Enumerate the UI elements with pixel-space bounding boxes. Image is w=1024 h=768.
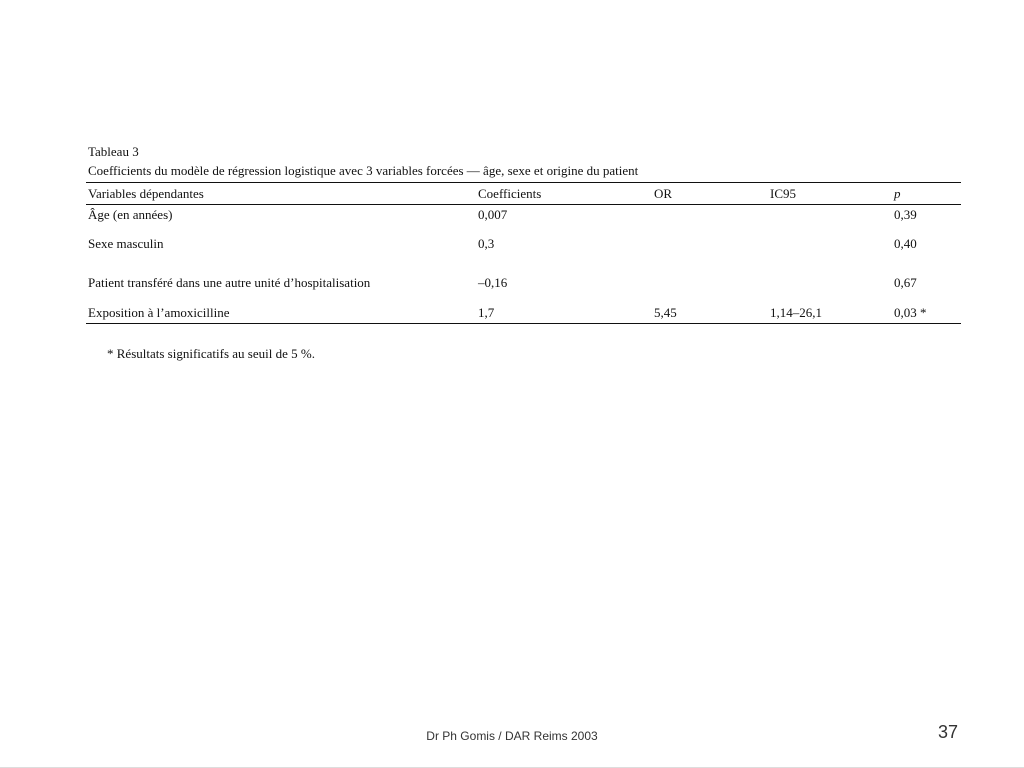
table-row (86, 263, 961, 302)
header-ic95: IC95 (770, 185, 796, 201)
header-variables: Variables dépendantes (88, 185, 204, 201)
table-row (86, 224, 961, 263)
cell-coefficient: 1,7 (478, 304, 495, 320)
cell-coefficient: 0,3 (478, 235, 495, 251)
slide-number: 37 (937, 722, 958, 742)
cell-ic95 (768, 224, 892, 263)
cell-or (652, 263, 768, 302)
header-p: p (894, 185, 901, 201)
table-caption (88, 142, 638, 180)
table-title: Coefficients du modèle de régression logistique avec 3 variables forcées — âge, sexe et origine du patient (88, 163, 639, 178)
cell-or (652, 224, 768, 263)
cell-or: 5,45 (654, 304, 677, 320)
cell-ic95 (768, 263, 892, 302)
cell-p: 0,67 (894, 274, 917, 290)
cell-variable: Exposition à l’amoxicilline (88, 304, 230, 320)
cell-p: 0,03 * (894, 304, 927, 320)
cell-ic95: 1,14–26,1 (770, 304, 822, 320)
table-footnote: * Résultats significatifs au seuil de 5 %. (107, 346, 315, 361)
regression-table (86, 182, 961, 324)
cell-or (652, 205, 768, 225)
cell-ic95 (768, 205, 892, 225)
cell-variable: Âge (en années) (88, 206, 173, 222)
cell-variable: Sexe masculin (88, 235, 164, 251)
cell-variable: Patient transféré dans une autre unité d’hospitalisation (88, 274, 371, 290)
header-row (86, 183, 961, 205)
header-coefficients: Coefficients (478, 185, 542, 201)
header-or: OR (654, 185, 673, 201)
table-row (86, 205, 961, 225)
cell-coefficient: –0,16 (478, 274, 508, 290)
table-label: Tableau 3 (88, 144, 139, 159)
cell-coefficient: 0,007 (478, 206, 508, 222)
cell-p: 0,40 (894, 235, 917, 251)
table-row (86, 302, 961, 324)
footer-credit: Dr Ph Gomis / DAR Reims 2003 (426, 729, 598, 743)
cell-p: 0,39 (894, 206, 917, 222)
